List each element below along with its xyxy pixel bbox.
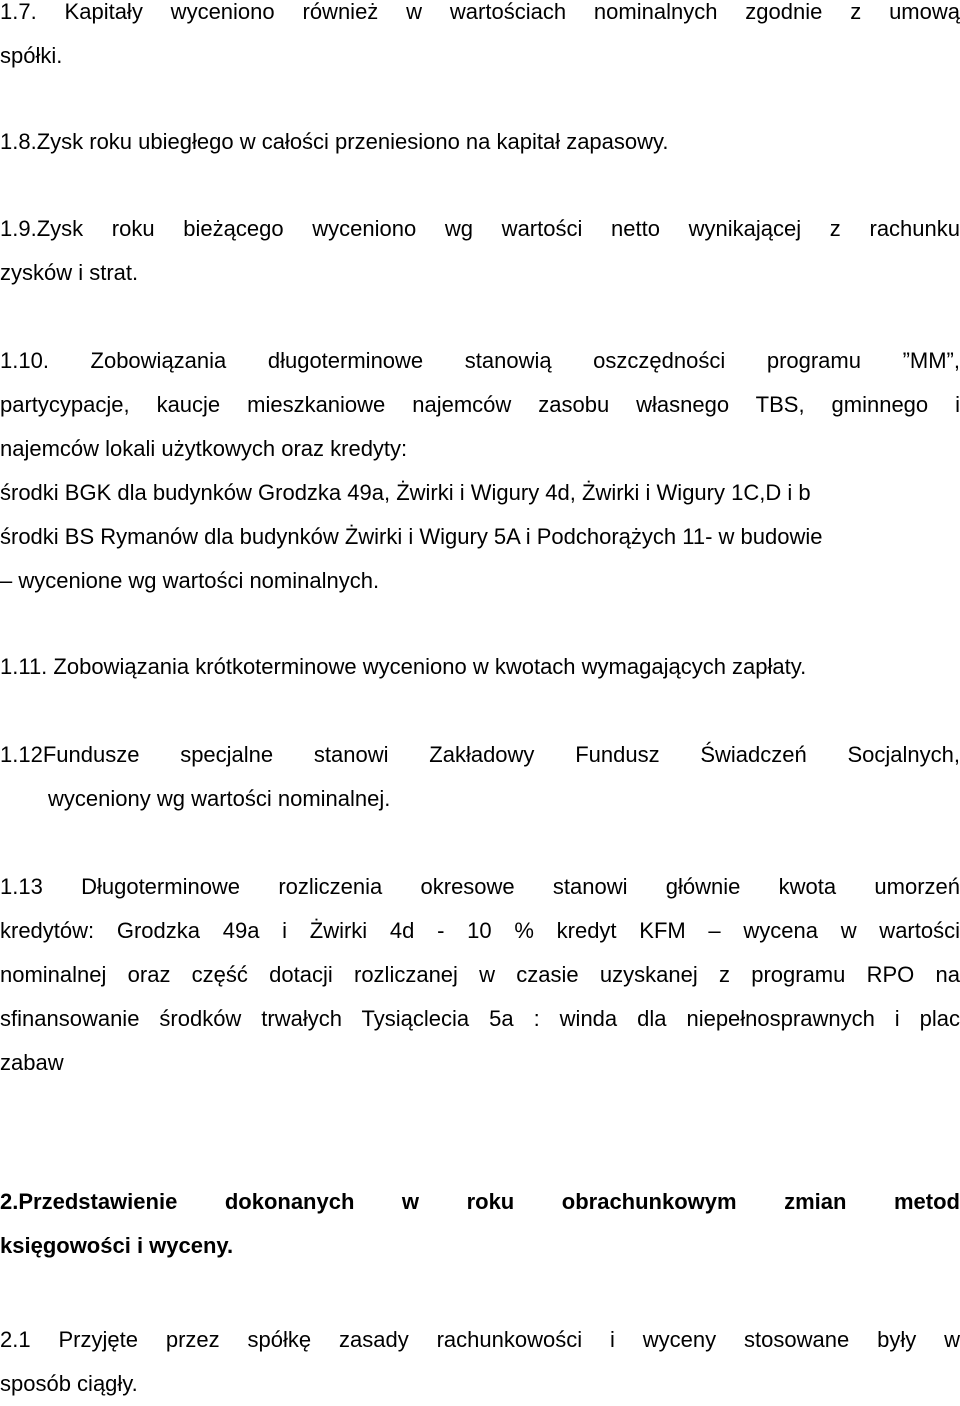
paragraph-line: 1.13 Długoterminowe rozliczenia okresowe stanowi głównie kwota umorzeń [0, 874, 960, 899]
paragraph-line: 1.7. Kapitały wyceniono również w wartościach nominalnych zgodnie z umową [0, 0, 960, 24]
paragraph-line: środki BS Rymanów dla budynków Żwirki i Wigury 5A i Podchorążych 11- w budowie [0, 524, 823, 549]
heading-line: księgowości i wyceny. [0, 1233, 234, 1258]
heading-line: 2.Przedstawienie dokonanych w roku obrachunkowym zmian metod [0, 1189, 960, 1214]
paragraph-line: 1.12Fundusze specjalne stanowi Zakładowy Fundusz Świadczeń Socjalnych, [0, 742, 960, 767]
paragraph-line: 1.11. Zobowiązania krótkoterminowe wyceniono w kwotach wymagających zapłaty. [0, 654, 807, 679]
paragraph-line: kredytów: Grodzka 49a i Żwirki 4d - 10 % kredyt KFM – wycena w wartości [0, 918, 960, 943]
paragraph-line: 2.1 Przyjęte przez spółkę zasady rachunkowości i wyceny stosowane były w [0, 1327, 960, 1352]
paragraph-line: sposób ciągły. [0, 1371, 138, 1396]
paragraph-line: sfinansowanie środków trwałych Tysiąclecia 5a : winda dla niepełnosprawnych i plac [0, 1006, 960, 1031]
paragraph-line: 1.9.Zysk roku bieżącego wyceniono wg wartości netto wynikającej z rachunku [0, 216, 960, 241]
paragraph-line: nominalnej oraz część dotacji rozliczanej w czasie uzyskanej z programu RPO na [0, 962, 960, 987]
paragraph-line: 1.10. Zobowiązania długoterminowe stanowią oszczędności programu ”MM”, [0, 348, 960, 373]
paragraph-2-1 [0, 1318, 960, 1406]
paragraph-1-8 [0, 120, 960, 164]
paragraph-line: najemców lokali użytkowych oraz kredyty: [0, 436, 408, 461]
paragraph-line: spółki. [0, 43, 63, 68]
paragraph-line: zysków i strat. [0, 260, 139, 285]
paragraph-line: środki BGK dla budynków Grodzka 49a, Żwirki i Wigury 4d, Żwirki i Wigury 1C,D i b [0, 480, 811, 505]
section-heading-2 [0, 1180, 960, 1268]
paragraph-1-10 [0, 339, 960, 603]
paragraph-line: 1.8.Zysk roku ubiegłego w całości przeniesiono na kapitał zapasowy. [0, 129, 669, 154]
paragraph-1-11 [0, 645, 960, 689]
paragraph-line: zabaw [0, 1050, 64, 1075]
paragraph-line: – wycenione wg wartości nominalnych. [0, 568, 380, 593]
paragraph-line: partycypacje, kaucje mieszkaniowe najemców zasobu własnego TBS, gminnego i [0, 392, 960, 417]
paragraph-1-7 [0, 0, 960, 78]
paragraph-1-13 [0, 865, 960, 1085]
paragraph-line: wyceniony wg wartości nominalnej. [48, 786, 391, 811]
paragraph-1-9 [0, 207, 960, 295]
paragraph-1-12 [0, 733, 960, 821]
